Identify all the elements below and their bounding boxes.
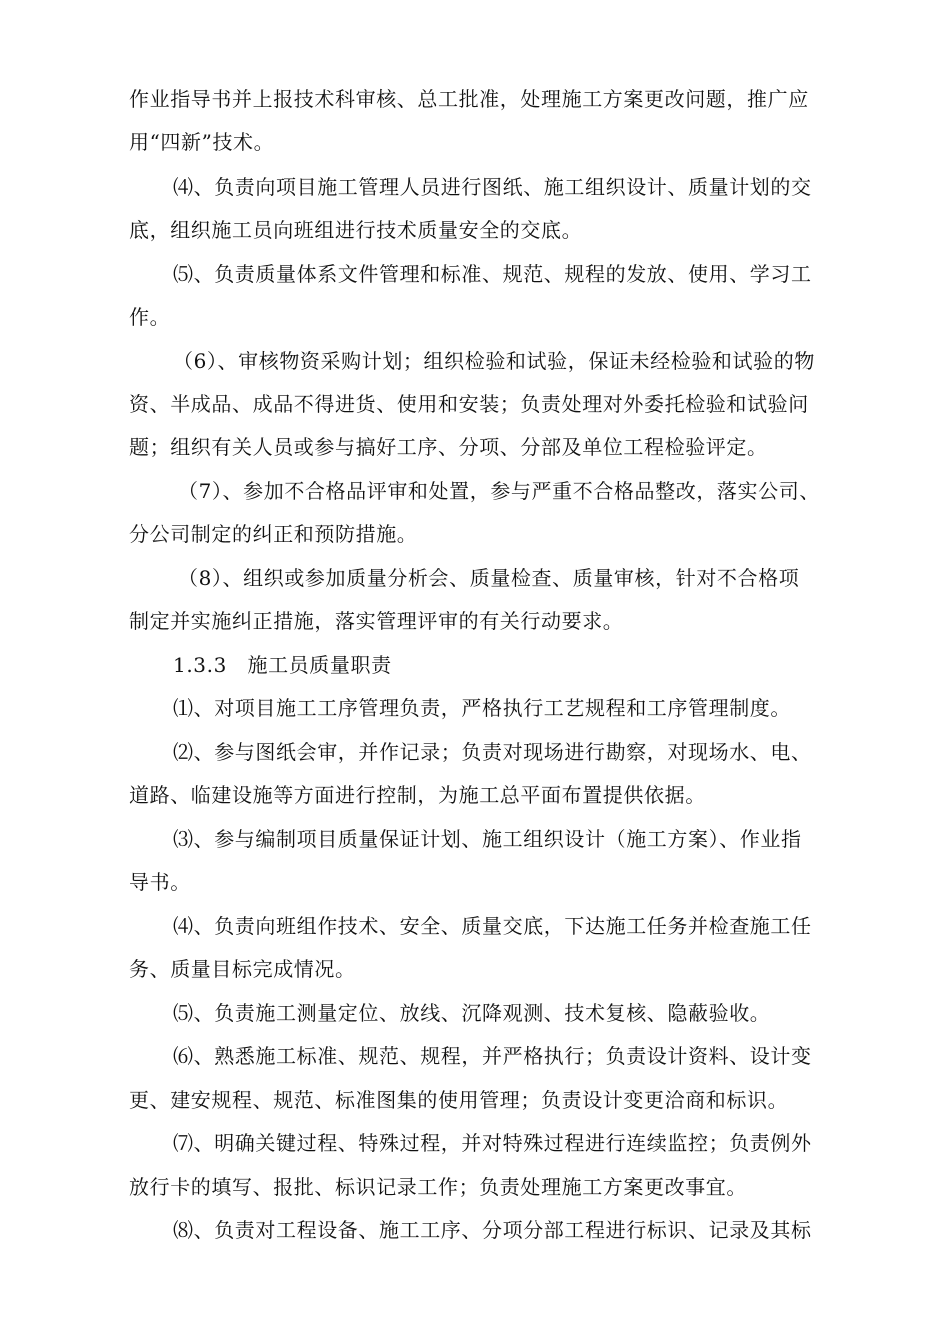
text-line: 作业指导书并上报技术科审核、总工批准，处理施工方案更改问题，推广应 (129, 87, 809, 111)
text-line: ⑸、负责施工测量定位、放线、沉降观测、技术复核、隐蔽验收。 (173, 1001, 771, 1025)
text-line: ⑶、参与编制项目质量保证计划、施工组织设计（施工方案）、作业指 (173, 827, 802, 851)
text-line: ⑹、熟悉施工标准、规范、规程，并严格执行；负责设计资料、设计变 (173, 1044, 812, 1068)
text-line: ⑴、对项目施工工序管理负责，严格执行工艺规程和工序管理制度。 (173, 696, 791, 720)
text-line: 更、建安规程、规范、标准图集的使用管理；负责设计变更洽商和标识。 (129, 1088, 789, 1112)
text-line: 底，组织施工员向班组进行技术质量安全的交底。 (129, 218, 583, 242)
text-line: ⑻、负责对工程设备、施工工序、分项分部工程进行标识、记录及其标 (173, 1218, 812, 1242)
text-line: ⑷、负责向项目施工管理人员进行图纸、施工组织设计、质量计划的交 (173, 175, 812, 199)
text-line: 分公司制定的纠正和预防措施。 (129, 522, 418, 546)
text-line: 作。 (129, 305, 171, 329)
text-line: 资、半成品、成品不得进货、使用和安装；负责处理对外委托检验和试验问 (129, 392, 809, 416)
text-line: （8）、组织或参加质量分析会、质量检查、质量审核，针对不合格项 (178, 566, 800, 590)
text-line: 导书。 (129, 870, 191, 894)
text-line: （7）、参加不合格品评审和处置，参与严重不合格品整改，落实公司、 (178, 479, 820, 503)
text-line: ⑷、负责向班组作技术、安全、质量交底，下达施工任务并检查施工任 (173, 914, 812, 938)
section-heading: 1.3.3 施工员质量职责 (173, 653, 392, 677)
text-line: 务、质量目标完成情况。 (129, 957, 356, 981)
text-line: 放行卡的填写、报批、标识记录工作；负责处理施工方案更改事宜。 (129, 1175, 747, 1199)
text-line: ⑺、明确关键过程、特殊过程，并对特殊过程进行连续监控；负责例外 (173, 1131, 812, 1155)
text-line: 题；组织有关人员或参与搞好工序、分项、分部及单位工程检验评定。 (129, 435, 768, 459)
text-line: ⑸、负责质量体系文件管理和标准、规范、规程的发放、使用、学习工 (173, 262, 812, 286)
text-line: （6）、审核物资采购计划；组织检验和试验，保证未经检验和试验的物 (173, 349, 815, 373)
text-line: 制定并实施纠正措施，落实管理评审的有关行动要求。 (129, 609, 624, 633)
text-line: ⑵、参与图纸会审，并作记录；负责对现场进行勘察，对现场水、电、 (173, 740, 812, 764)
text-line: 用“四新”技术。 (129, 130, 275, 154)
text-line: 道路、临建设施等方面进行控制，为施工总平面布置提供依据。 (129, 783, 706, 807)
